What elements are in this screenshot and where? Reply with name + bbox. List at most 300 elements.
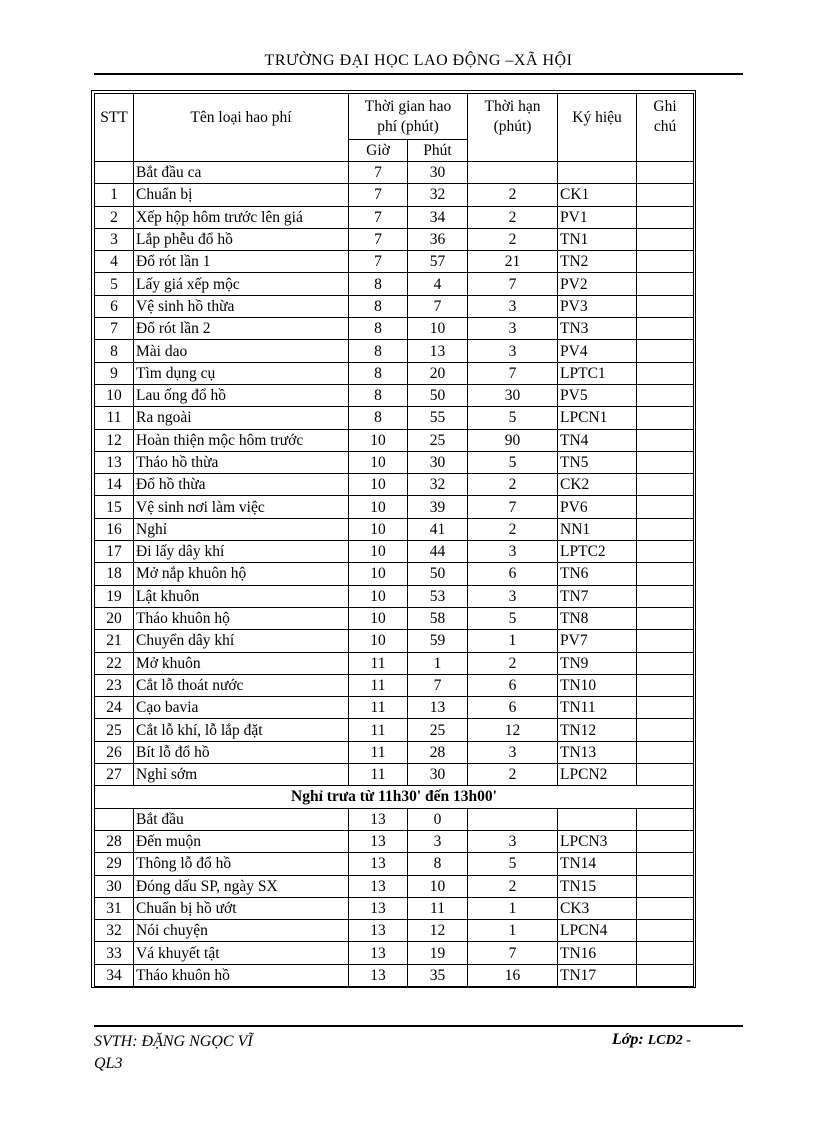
cell-hour: 13: [349, 964, 408, 986]
cell-hour: 13: [349, 808, 408, 830]
table-row: [95, 607, 694, 629]
cell-stt: 29: [95, 853, 134, 875]
table-row: [95, 407, 694, 429]
cell-hour: 8: [349, 407, 408, 429]
cell-stt: 2: [95, 206, 134, 228]
cell-duration: 2: [468, 228, 558, 250]
cell-note: [637, 451, 694, 473]
cell-hour: 10: [349, 607, 408, 629]
footer-divider: [94, 1025, 743, 1027]
cell-duration: [468, 808, 558, 830]
cell-symbol: TN2: [558, 251, 637, 273]
cell-minute: 4: [408, 273, 468, 295]
cell-minute: 10: [408, 875, 468, 897]
table-row: [95, 228, 694, 250]
cell-name: Vá khuyết tật: [134, 942, 349, 964]
table-row: [95, 273, 694, 295]
cell-stt: 27: [95, 764, 134, 786]
cell-duration: 7: [468, 362, 558, 384]
cell-stt: 10: [95, 384, 134, 406]
cell-hour: 8: [349, 384, 408, 406]
table-row: [95, 585, 694, 607]
cell-stt: 33: [95, 942, 134, 964]
cell-name: Nghỉ: [134, 518, 349, 540]
table-row: [95, 942, 694, 964]
cell-duration: 2: [468, 474, 558, 496]
cell-stt: 4: [95, 251, 134, 273]
cell-duration: 2: [468, 206, 558, 228]
header-symbol: Ký hiệu: [558, 94, 637, 162]
cell-symbol: LPCN1: [558, 407, 637, 429]
cell-minute: 8: [408, 853, 468, 875]
cell-duration: 2: [468, 764, 558, 786]
table-row: [95, 518, 694, 540]
cell-symbol: TN12: [558, 719, 637, 741]
cell-name: Đi lấy dây khí: [134, 541, 349, 563]
cell-hour: 8: [349, 295, 408, 317]
cell-symbol: TN13: [558, 741, 637, 763]
cell-minute: 13: [408, 697, 468, 719]
cell-stt: 1: [95, 184, 134, 206]
cell-minute: 41: [408, 518, 468, 540]
cell-hour: 11: [349, 697, 408, 719]
cell-name: Lau ống đổ hồ: [134, 384, 349, 406]
footer-author-name: SVTH: ĐẶNG NGỌC VĨ: [94, 1033, 253, 1050]
table-row: [95, 563, 694, 585]
header-time-group: Thời gian hao phí (phút): [349, 94, 468, 140]
cell-minute: 20: [408, 362, 468, 384]
header-name: Tên loại hao phí: [134, 94, 349, 162]
cell-symbol: TN4: [558, 429, 637, 451]
cell-duration: 3: [468, 585, 558, 607]
cell-stt: 30: [95, 875, 134, 897]
cell-symbol: TN9: [558, 652, 637, 674]
cell-minute: 28: [408, 741, 468, 763]
footer-author-class: QL3: [94, 1055, 123, 1072]
cell-minute: 39: [408, 496, 468, 518]
cell-minute: 1: [408, 652, 468, 674]
cell-duration: 7: [468, 273, 558, 295]
table-row: [95, 630, 694, 652]
cell-stt: [95, 162, 134, 184]
cell-minute: 36: [408, 228, 468, 250]
cell-minute: 19: [408, 942, 468, 964]
cell-symbol: PV1: [558, 206, 637, 228]
cell-duration: 7: [468, 496, 558, 518]
cell-stt: 15: [95, 496, 134, 518]
cell-symbol: TN8: [558, 607, 637, 629]
cell-hour: 7: [349, 206, 408, 228]
cell-name: Thông lỗ đổ hồ: [134, 853, 349, 875]
table-row: [95, 741, 694, 763]
header-minute: Phút: [408, 140, 468, 162]
cell-stt: 3: [95, 228, 134, 250]
cell-stt: 11: [95, 407, 134, 429]
cell-hour: 8: [349, 273, 408, 295]
cell-note: [637, 585, 694, 607]
cell-duration: 2: [468, 875, 558, 897]
cell-stt: 8: [95, 340, 134, 362]
cell-name: Đổ rót lần 1: [134, 251, 349, 273]
cell-hour: 11: [349, 674, 408, 696]
cell-note: [637, 251, 694, 273]
cell-name: Mở khuôn: [134, 652, 349, 674]
table-row: [95, 652, 694, 674]
cell-hour: 8: [349, 318, 408, 340]
cell-symbol: LPCN4: [558, 920, 637, 942]
cell-stt: 16: [95, 518, 134, 540]
cell-duration: [468, 162, 558, 184]
cell-minute: 32: [408, 474, 468, 496]
table-row: [95, 853, 694, 875]
cell-stt: 28: [95, 830, 134, 852]
cell-hour: 10: [349, 585, 408, 607]
cell-stt: 22: [95, 652, 134, 674]
cell-symbol: LPCN3: [558, 830, 637, 852]
time-cost-table: [94, 93, 694, 987]
cell-hour: 7: [349, 162, 408, 184]
cell-symbol: PV3: [558, 295, 637, 317]
cell-name: Nói chuyện: [134, 920, 349, 942]
cell-name: Đổ rót lần 2: [134, 318, 349, 340]
cell-symbol: TN16: [558, 942, 637, 964]
table-row: [95, 875, 694, 897]
table-row: [95, 251, 694, 273]
cell-minute: 25: [408, 719, 468, 741]
cell-duration: 3: [468, 741, 558, 763]
cell-minute: 57: [408, 251, 468, 273]
cell-minute: 55: [408, 407, 468, 429]
cell-name: Tháo khuôn hộ: [134, 607, 349, 629]
cell-name: Lắp phễu đổ hồ: [134, 228, 349, 250]
cell-hour: 13: [349, 920, 408, 942]
footer-author: [94, 1031, 314, 1075]
cell-minute: 0: [408, 808, 468, 830]
cell-duration: 3: [468, 340, 558, 362]
cell-hour: 10: [349, 496, 408, 518]
cell-symbol: TN7: [558, 585, 637, 607]
cell-minute: 53: [408, 585, 468, 607]
cell-duration: 6: [468, 697, 558, 719]
cell-note: [637, 541, 694, 563]
cell-note: [637, 295, 694, 317]
table-body: [95, 94, 694, 987]
cell-hour: 8: [349, 362, 408, 384]
cell-duration: 3: [468, 318, 558, 340]
cell-duration: 16: [468, 964, 558, 986]
cell-name: Tháo hồ thừa: [134, 451, 349, 473]
cell-name: Bít lỗ đổ hồ: [134, 741, 349, 763]
table-row: [95, 318, 694, 340]
cell-note: [637, 942, 694, 964]
cell-note: [637, 362, 694, 384]
cell-hour: 7: [349, 184, 408, 206]
cell-name: Bắt đầu ca: [134, 162, 349, 184]
table-row: [95, 162, 694, 184]
cell-hour: 11: [349, 652, 408, 674]
cell-duration: 1: [468, 630, 558, 652]
cell-stt: 6: [95, 295, 134, 317]
cell-note: [637, 184, 694, 206]
cell-name: Chuẩn bị hồ ướt: [134, 897, 349, 919]
cell-note: [637, 496, 694, 518]
cell-hour: 10: [349, 541, 408, 563]
cell-symbol: TN11: [558, 697, 637, 719]
cell-duration: 2: [468, 518, 558, 540]
cell-note: [637, 607, 694, 629]
cell-symbol: NN1: [558, 518, 637, 540]
cell-duration: 5: [468, 853, 558, 875]
table-row: [95, 340, 694, 362]
cell-name: Cắt lỗ thoát nước: [134, 674, 349, 696]
cell-duration: 2: [468, 652, 558, 674]
cell-stt: 23: [95, 674, 134, 696]
cell-minute: 35: [408, 964, 468, 986]
cell-name: Đổ hồ thừa: [134, 474, 349, 496]
cell-hour: 8: [349, 340, 408, 362]
cell-minute: 58: [408, 607, 468, 629]
cell-symbol: TN1: [558, 228, 637, 250]
cell-duration: 7: [468, 942, 558, 964]
table-row: [95, 674, 694, 696]
cell-duration: 6: [468, 674, 558, 696]
cell-hour: 13: [349, 875, 408, 897]
cell-hour: 13: [349, 897, 408, 919]
header-hour: Giờ: [349, 140, 408, 162]
cell-minute: 30: [408, 451, 468, 473]
cell-note: [637, 630, 694, 652]
cell-duration: 90: [468, 429, 558, 451]
table-row: [95, 808, 694, 830]
cell-stt: 18: [95, 563, 134, 585]
header-duration: Thời hạn (phút): [468, 94, 558, 162]
cell-symbol: [558, 808, 637, 830]
cell-symbol: LPCN2: [558, 764, 637, 786]
cell-minute: 7: [408, 295, 468, 317]
cell-minute: 44: [408, 541, 468, 563]
footer-class: [612, 1031, 691, 1049]
cell-stt: 25: [95, 719, 134, 741]
cell-minute: 11: [408, 897, 468, 919]
cell-minute: 30: [408, 162, 468, 184]
cell-stt: 12: [95, 429, 134, 451]
cell-note: [637, 407, 694, 429]
table-row: [95, 362, 694, 384]
cell-duration: 3: [468, 830, 558, 852]
cell-stt: 34: [95, 964, 134, 986]
header-note: Ghi chú: [637, 94, 694, 162]
cell-stt: 17: [95, 541, 134, 563]
cell-note: [637, 719, 694, 741]
cell-name: Nghỉ sớm: [134, 764, 349, 786]
cell-stt: 24: [95, 697, 134, 719]
cell-hour: 13: [349, 853, 408, 875]
cell-duration: 6: [468, 563, 558, 585]
cell-symbol: TN3: [558, 318, 637, 340]
cell-symbol: LPTC2: [558, 541, 637, 563]
lunch-break-label: Nghỉ trưa từ 11h30' đến 13h00': [95, 786, 694, 808]
cell-name: Vệ sinh hồ thừa: [134, 295, 349, 317]
cell-symbol: PV6: [558, 496, 637, 518]
cell-name: Hoàn thiện mộc hôm trước: [134, 429, 349, 451]
cell-duration: 3: [468, 295, 558, 317]
cell-hour: 7: [349, 228, 408, 250]
cell-note: [637, 228, 694, 250]
cell-note: [637, 853, 694, 875]
cell-note: [637, 273, 694, 295]
cell-symbol: CK3: [558, 897, 637, 919]
cell-note: [637, 429, 694, 451]
table-row: [95, 184, 694, 206]
cell-symbol: TN14: [558, 853, 637, 875]
cell-note: [637, 920, 694, 942]
cell-stt: 13: [95, 451, 134, 473]
cell-hour: 10: [349, 474, 408, 496]
cell-minute: 30: [408, 764, 468, 786]
cell-stt: [95, 808, 134, 830]
cell-note: [637, 897, 694, 919]
cell-name: Vệ sinh nơi làm việc: [134, 496, 349, 518]
header-divider: [94, 73, 743, 75]
footer-class-label: Lớp:: [612, 1031, 644, 1048]
header-stt: STT: [95, 94, 134, 162]
cell-note: [637, 340, 694, 362]
footer-class-value: LCD2 -: [647, 1033, 691, 1048]
cell-note: [637, 697, 694, 719]
cell-note: [637, 674, 694, 696]
cell-hour: 10: [349, 630, 408, 652]
cell-stt: 19: [95, 585, 134, 607]
cell-symbol: CK1: [558, 184, 637, 206]
cell-minute: 50: [408, 384, 468, 406]
section-row: [95, 786, 694, 808]
cell-note: [637, 875, 694, 897]
cell-name: Bắt đầu: [134, 808, 349, 830]
cell-name: Tìm dụng cụ: [134, 362, 349, 384]
cell-hour: 7: [349, 251, 408, 273]
cell-minute: 32: [408, 184, 468, 206]
cell-duration: 12: [468, 719, 558, 741]
cell-name: Cắt lỗ khí, lỗ lắp đặt: [134, 719, 349, 741]
table-header-row: [95, 94, 694, 140]
cell-note: [637, 652, 694, 674]
cell-name: Xếp hộp hôm trước lên giá: [134, 206, 349, 228]
table-row: [95, 964, 694, 986]
cell-stt: 14: [95, 474, 134, 496]
table-row: [95, 295, 694, 317]
cell-symbol: PV2: [558, 273, 637, 295]
cell-minute: 25: [408, 429, 468, 451]
table-row: [95, 830, 694, 852]
cell-symbol: TN15: [558, 875, 637, 897]
cell-name: Cạo bavia: [134, 697, 349, 719]
cell-symbol: [558, 162, 637, 184]
table-row: [95, 474, 694, 496]
cell-minute: 50: [408, 563, 468, 585]
cell-duration: 30: [468, 384, 558, 406]
cell-stt: 26: [95, 741, 134, 763]
cell-name: Lấy giá xếp mộc: [134, 273, 349, 295]
table-row: [95, 451, 694, 473]
cell-hour: 11: [349, 719, 408, 741]
cell-note: [637, 518, 694, 540]
cell-duration: 21: [468, 251, 558, 273]
cell-note: [637, 563, 694, 585]
table-row: [95, 764, 694, 786]
cell-stt: 32: [95, 920, 134, 942]
cell-name: Đến muộn: [134, 830, 349, 852]
cell-hour: 10: [349, 563, 408, 585]
cell-duration: 1: [468, 920, 558, 942]
cell-symbol: TN10: [558, 674, 637, 696]
cell-minute: 13: [408, 340, 468, 362]
cell-minute: 10: [408, 318, 468, 340]
cell-note: [637, 741, 694, 763]
cell-note: [637, 318, 694, 340]
cell-stt: 5: [95, 273, 134, 295]
cell-symbol: LPTC1: [558, 362, 637, 384]
cell-hour: 10: [349, 451, 408, 473]
cell-stt: 31: [95, 897, 134, 919]
cell-hour: 13: [349, 830, 408, 852]
cell-symbol: PV5: [558, 384, 637, 406]
cell-duration: 5: [468, 407, 558, 429]
cell-minute: 12: [408, 920, 468, 942]
cell-stt: 7: [95, 318, 134, 340]
cell-note: [637, 206, 694, 228]
cell-name: Lật khuôn: [134, 585, 349, 607]
cell-hour: 13: [349, 942, 408, 964]
cell-note: [637, 162, 694, 184]
cell-symbol: CK2: [558, 474, 637, 496]
cell-minute: 59: [408, 630, 468, 652]
cell-stt: 20: [95, 607, 134, 629]
cell-note: [637, 384, 694, 406]
cell-minute: 34: [408, 206, 468, 228]
cell-symbol: PV7: [558, 630, 637, 652]
cell-name: Chuẩn bị: [134, 184, 349, 206]
cell-note: [637, 808, 694, 830]
cell-duration: 1: [468, 897, 558, 919]
cell-stt: 9: [95, 362, 134, 384]
cell-hour: 11: [349, 764, 408, 786]
cell-duration: 2: [468, 184, 558, 206]
cell-symbol: TN5: [558, 451, 637, 473]
table-row: [95, 920, 694, 942]
cell-name: Chuyển dây khí: [134, 630, 349, 652]
cell-name: Mở nắp khuôn hộ: [134, 563, 349, 585]
cell-note: [637, 964, 694, 986]
cell-stt: 21: [95, 630, 134, 652]
cell-duration: 3: [468, 541, 558, 563]
cell-name: Ra ngoài: [134, 407, 349, 429]
table-row: [95, 719, 694, 741]
table-row: [95, 384, 694, 406]
table-row: [95, 496, 694, 518]
table-row: [95, 697, 694, 719]
cell-symbol: PV4: [558, 340, 637, 362]
cell-name: Đóng dấu SP, ngày SX: [134, 875, 349, 897]
cell-duration: 5: [468, 607, 558, 629]
cell-symbol: TN6: [558, 563, 637, 585]
cell-symbol: TN17: [558, 964, 637, 986]
cell-note: [637, 474, 694, 496]
cell-note: [637, 830, 694, 852]
cell-name: Mài dao: [134, 340, 349, 362]
cell-note: [637, 764, 694, 786]
cell-duration: 5: [468, 451, 558, 473]
table-row: [95, 897, 694, 919]
